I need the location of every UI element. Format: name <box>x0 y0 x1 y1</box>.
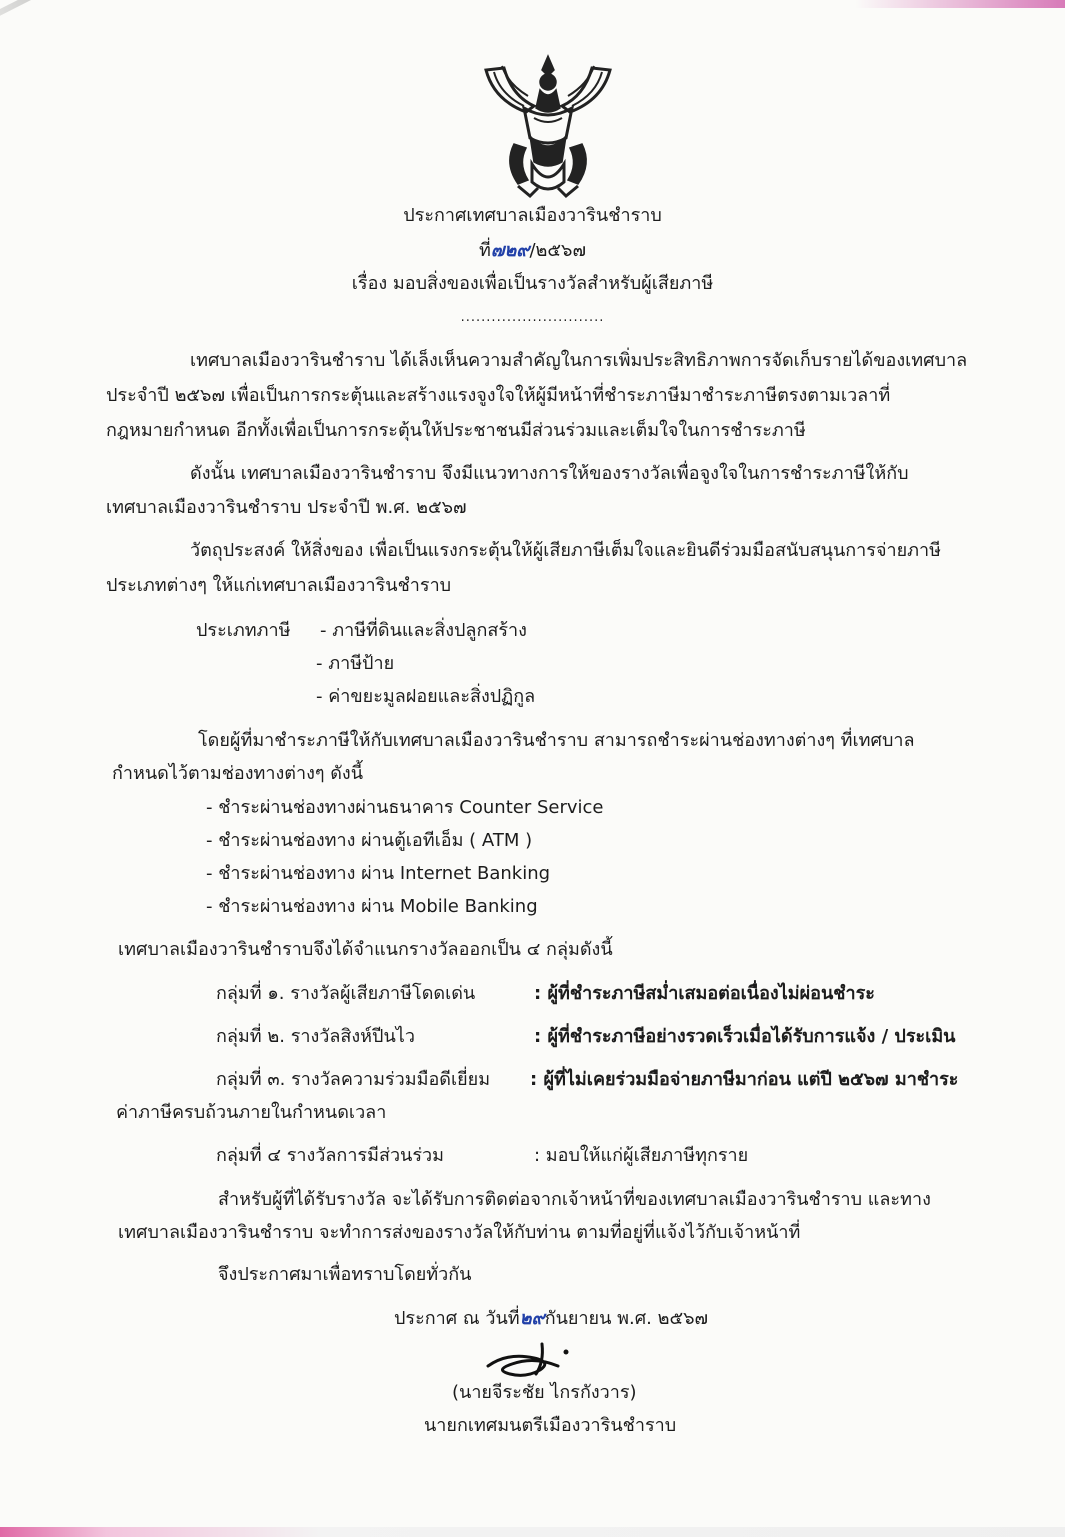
group-description-continued: ค่าภาษีครบถ้วนภายในกำหนดเวลา <box>116 1102 387 1123</box>
group-description: : ผู้ที่ชำระภาษีสม่ำเสมอต่อเนื่องไม่ผ่อนชำระ <box>534 983 875 1004</box>
channel-item: - ชำระผ่านช่องทางผ่านธนาคาร Counter Service <box>206 797 604 818</box>
tax-type-item: - ภาษีที่ดินและสิ่งปลูกสร้าง <box>320 620 527 641</box>
para3-line2: ประเภทต่างๆ ให้แก่เทศบาลเมืองวารินชำราบ <box>106 575 452 596</box>
number-suffix: /๒๕๖๗ <box>529 240 586 261</box>
channel-item: - ชำระผ่านช่องทาง ผ่านตู้เอทีเอ็ม ( ATM ) <box>206 830 533 851</box>
tax-types-label: ประเภทภาษี <box>196 620 291 641</box>
para5-line2: เทศบาลเมืองวารินชำราบ จะทำการส่งของรางวัลให้กับท่าน ตามที่อยู่ที่แจ้งไว้กับเจ้าหน้าที่ <box>118 1222 801 1243</box>
number-prefix: ที่ <box>479 240 491 261</box>
signer-title: นายกเทศมนตรีเมืองวารินชำราบ <box>424 1415 677 1436</box>
paper-shadow <box>0 0 316 46</box>
date-prefix: ประกาศ ณ วันที่ <box>394 1308 520 1329</box>
para3-line1: วัตถุประสงค์ ให้สิ่งของ เพื่อเป็นแรงกระตุ้นให้ผู้เสียภาษีเต็มใจและยินดีร่วมมือสนับสนุนการจ่ายภาษี <box>190 540 941 561</box>
header-separator: ............................ <box>460 310 605 325</box>
announcement-title: ประกาศเทศบาลเมืองวารินชำราบ <box>403 205 662 226</box>
group-name: กลุ่มที่ ๓. รางวัลความร่วมมือดีเยี่ยม <box>216 1069 491 1090</box>
para4-line1: โดยผู้ที่มาชำระภาษีให้กับเทศบาลเมืองวารินชำราบ สามารถชำระผ่านช่องทางต่างๆ ที่เทศบาล <box>198 730 915 751</box>
para5-line1: สำหรับผู้ที่ได้รับรางวัล จะได้รับการติดต่อจากเจ้าหน้าที่ของเทศบาลเมืองวารินชำราบ และทาง <box>218 1189 931 1210</box>
group-name: กลุ่มที่ ๔ รางวัลการมีส่วนร่วม <box>216 1145 445 1166</box>
signature-mark <box>484 1340 594 1380</box>
paper-edge-top <box>855 0 1065 8</box>
paper-edge-bottom <box>0 1527 1065 1537</box>
number-handwritten: ๗๒๙ <box>490 240 530 261</box>
group-description: : มอบให้แก่ผู้เสียภาษีทุกราย <box>534 1145 749 1166</box>
garuda-emblem-icon <box>478 52 618 202</box>
para1-line2: ประจำปี ๒๕๖๗ เพื่อเป็นการกระตุ้นและสร้างแรงจูงใจให้ผู้มีหน้าที่ชำระภาษีมาชำระภาษีตรงตามเวลาที่ <box>106 385 891 406</box>
date-suffix: กันยายน พ.ศ. ๒๕๖๗ <box>544 1308 709 1329</box>
channel-item: - ชำระผ่านช่องทาง ผ่าน Mobile Banking <box>206 896 538 917</box>
group-description: : ผู้ที่ไม่เคยร่วมมือจ่ายภาษีมาก่อน แต่ปี ๒๕๖๗ มาชำระ <box>530 1069 959 1090</box>
signer-name: (นายจีระชัย ไกรกังวาร) <box>452 1382 637 1403</box>
tax-type-item: - ภาษีป้าย <box>316 653 395 674</box>
closing-statement: จึงประกาศมาเพื่อทราบโดยทั่วกัน <box>218 1264 472 1285</box>
para2-line1: ดังนั้น เทศบาลเมืองวารินชำราบ จึงมีแนวทางการให้ของรางวัลเพื่อจูงใจในการชำระภาษีให้กับ <box>190 463 909 484</box>
para2-line2: เทศบาลเมืองวารินชำราบ ประจำปี พ.ศ. ๒๕๖๗ <box>106 497 467 518</box>
announcement-date <box>394 1307 708 1331</box>
para1-line3: กฎหมายกำหนด อีกทั้งเพื่อเป็นการกระตุ้นให้ประชาชนมีส่วนร่วมและเต็มใจในการชำระภาษี <box>106 420 806 441</box>
channel-item: - ชำระผ่านช่องทาง ผ่าน Internet Banking <box>206 863 551 884</box>
announcement-number <box>0 239 1065 263</box>
para4-line2: กำหนดไว้ตามช่องทางต่างๆ ดังนี้ <box>112 763 364 784</box>
tax-type-item: - ค่าขยะมูลฝอยและสิ่งปฏิกูล <box>316 686 536 707</box>
date-day-handwritten: ๒๙ <box>519 1308 545 1329</box>
announcement-subject: เรื่อง มอบสิ่งของเพื่อเป็นรางวัลสำหรับผู้เสียภาษี <box>351 273 714 294</box>
group-description: : ผู้ที่ชำระภาษีอย่างรวดเร็วเมื่อได้รับการแจ้ง / ประเมิน <box>534 1026 956 1047</box>
group-name: กลุ่มที่ ๒. รางวัลสิงห์ปีนไว <box>216 1026 415 1047</box>
para1-line1: เทศบาลเมืองวารินชำราบ ได้เล็งเห็นความสำคัญในการเพิ่มประสิทธิภาพการจัดเก็บรายได้ของเทศบาล <box>190 350 968 371</box>
groups-intro: เทศบาลเมืองวารินชำราบจึงได้จำแนกรางวัลออกเป็น ๔ กลุ่มดังนี้ <box>118 939 613 960</box>
group-name: กลุ่มที่ ๑. รางวัลผู้เสียภาษีโดดเด่น <box>216 983 476 1004</box>
